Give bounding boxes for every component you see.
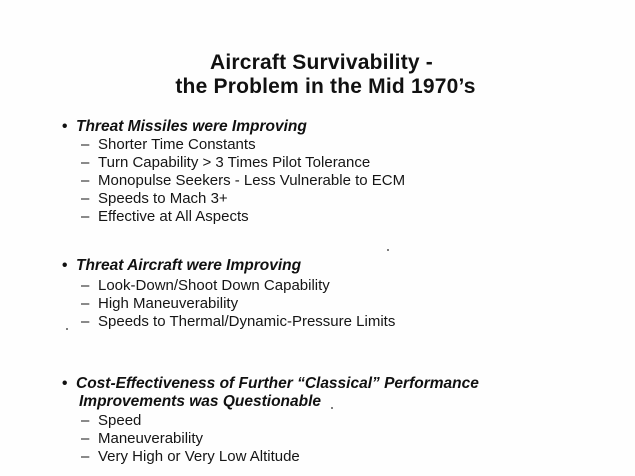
bullet-icon: • [62, 257, 68, 274]
list-item [81, 190, 228, 208]
dash-icon: – [81, 172, 90, 189]
bullet-heading-text: Cost-Effectiveness of Further “Classical” Performance [76, 375, 479, 392]
list-item-text: Shorter Time Constants [98, 136, 256, 153]
dash-icon: – [81, 313, 90, 330]
list-item-text: Turn Capability > 3 Times Pilot Tolerance [98, 154, 371, 171]
list-item [81, 154, 370, 172]
slide-title-line-2: the Problem in the Mid 1970’s [175, 75, 476, 98]
list-item [81, 136, 256, 154]
dash-icon: – [81, 277, 90, 294]
list-item-text: Very High or Very Low Altitude [98, 448, 300, 465]
list-item-text: High Maneuverability [98, 295, 239, 312]
list-item [81, 277, 330, 295]
list-item-text: Maneuverability [98, 430, 204, 447]
list-item [81, 172, 405, 190]
list-item-text: Effective at All Aspects [98, 208, 249, 225]
bullet-heading-continuation: Improvements was Questionable [79, 393, 322, 410]
bullet-heading-threat-aircraft [62, 257, 301, 275]
list-item-text: Speeds to Mach 3+ [98, 190, 228, 207]
bullet-icon: • [62, 375, 68, 392]
list-item [81, 295, 238, 313]
dash-icon: – [81, 412, 90, 429]
dash-icon: – [81, 136, 90, 153]
list-item [81, 412, 141, 430]
bullet-icon: • [62, 118, 68, 135]
list-item-text: Look-Down/Shoot Down Capability [98, 277, 330, 294]
dash-icon: – [81, 190, 90, 207]
list-item [81, 448, 300, 466]
dash-icon: – [81, 154, 90, 171]
list-item [81, 430, 203, 448]
dash-icon: – [81, 430, 90, 447]
dash-icon: – [81, 208, 90, 225]
bullet-heading-text: Threat Aircraft were Improving [76, 257, 302, 274]
slide-title-line-1: Aircraft Survivability - [209, 51, 434, 74]
dash-icon: – [81, 295, 90, 312]
list-item-text: Monopulse Seekers - Less Vulnerable to ECM [98, 172, 406, 189]
list-item [81, 208, 249, 226]
scan-speck [331, 407, 333, 409]
bullet-heading-text: Threat Missiles were Improving [76, 118, 307, 135]
list-item-text: Speeds to Thermal/Dynamic-Pressure Limits [98, 313, 396, 330]
list-item [81, 313, 395, 331]
bullet-heading-cost-effectiveness [62, 375, 479, 393]
scan-speck [387, 249, 389, 251]
list-item-text: Speed [98, 412, 142, 429]
scan-speck [66, 328, 68, 330]
dash-icon: – [81, 448, 90, 465]
bullet-heading-threat-missiles [62, 118, 307, 136]
